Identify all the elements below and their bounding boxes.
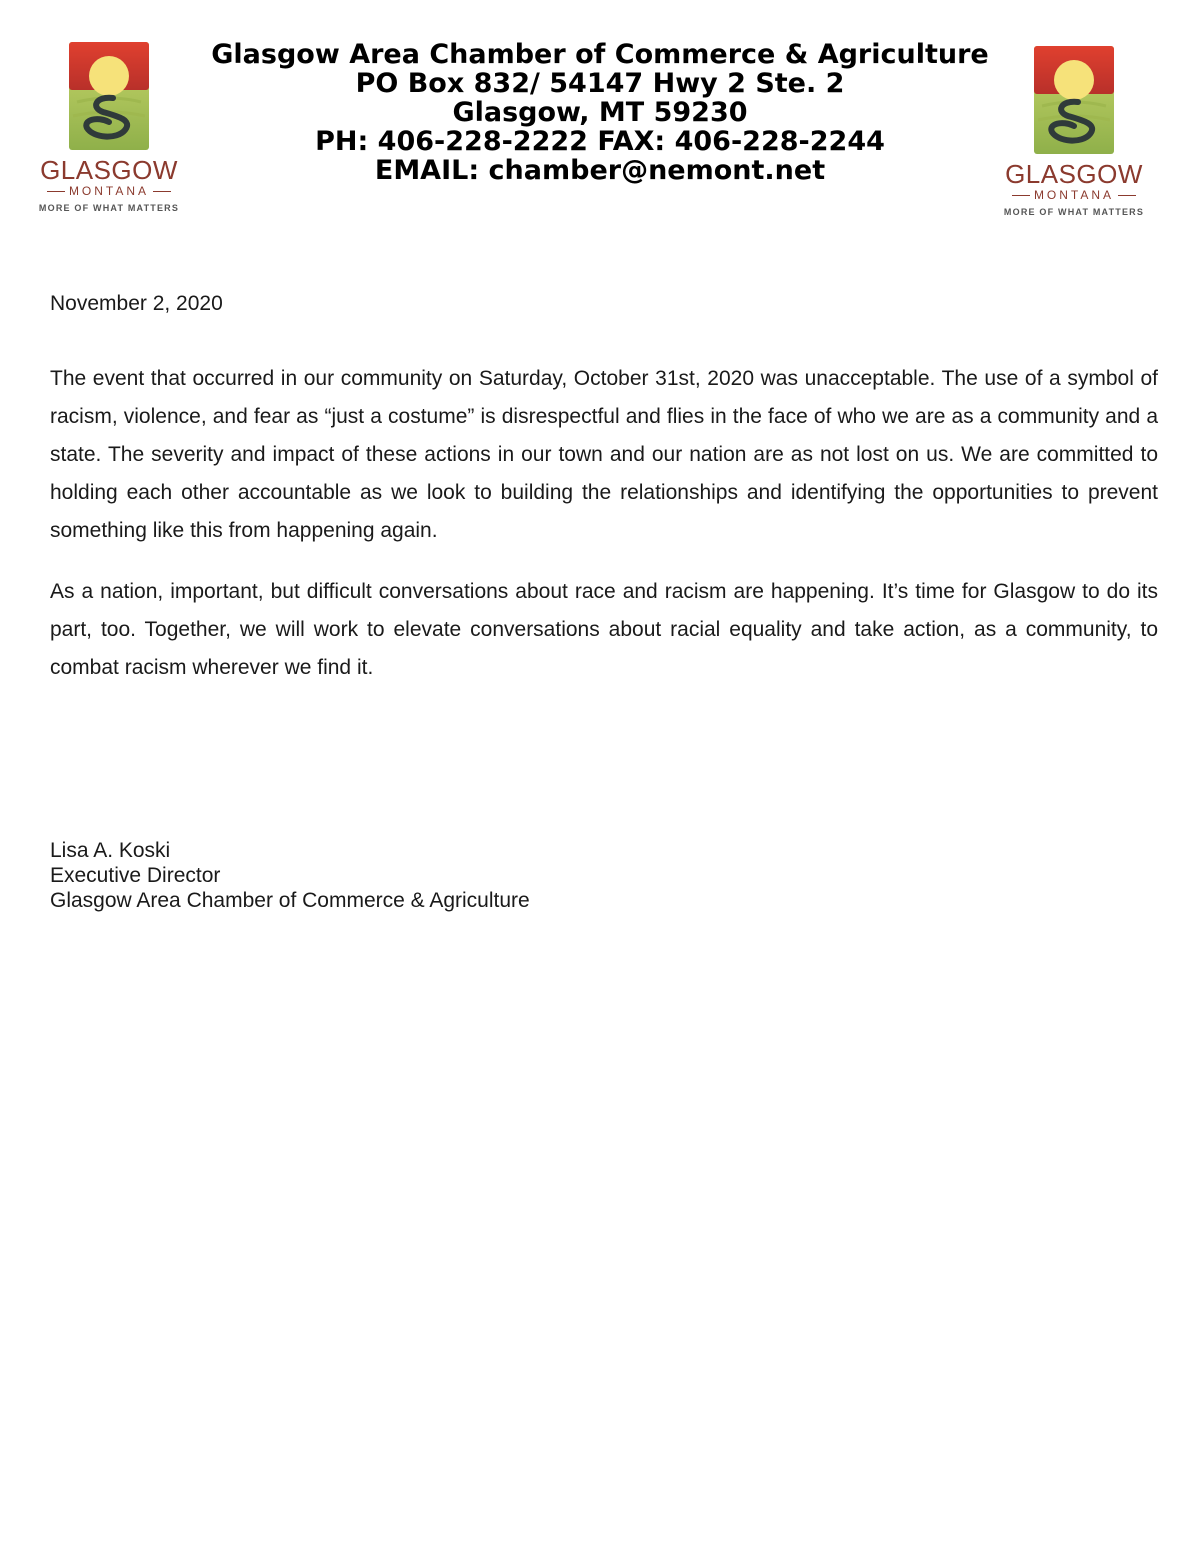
mailing-address: PO Box 832/ 54147 Hwy 2 Ste. 2 bbox=[355, 68, 845, 99]
logo-state: MONTANA bbox=[34, 184, 184, 198]
letter-date: November 2, 2020 bbox=[50, 292, 223, 315]
glasgow-logo-right bbox=[999, 46, 1149, 217]
body-paragraph-1: The event that occurred in our community on Saturday, October 31st, 2020 was unacceptable. The use of a symbol of racism, violence, and fear as “just a costume” is disrespectful and flies in the face of who we are as a community and a state. The severity and impact of these actions in our town and our nation are as not lost on us. We are committed to holding each other accountable as we look to building the relationships and identifying the opportunities to prevent something like this from happening again. bbox=[50, 367, 1158, 542]
email-address: EMAIL: chamber@nemont.net bbox=[374, 155, 826, 186]
signature-block bbox=[50, 838, 530, 913]
letterhead bbox=[190, 40, 1010, 185]
glasgow-logo-left bbox=[34, 42, 184, 213]
signer-organization: Glasgow Area Chamber of Commerce & Agriculture bbox=[50, 889, 530, 912]
logo-name: GLASGOW bbox=[40, 155, 178, 185]
logo-tagline: MORE OF WHAT MATTERS bbox=[38, 203, 180, 213]
body-paragraph-2: As a nation, important, but difficult conversations about race and racism are happening. It’s time for Glasgow to do its part, too. Together, we will work to elevate conversations about racial equality and take action, as a community, to combat racism wherever we find it. bbox=[50, 580, 1158, 679]
logo-state: MONTANA bbox=[999, 188, 1149, 202]
logo-tagline: MORE OF WHAT MATTERS bbox=[1003, 207, 1145, 217]
signer-title: Executive Director bbox=[50, 864, 221, 887]
logo-name: GLASGOW bbox=[1005, 159, 1143, 189]
phone-fax: PH: 406-228-2222 FAX: 406-228-2244 bbox=[315, 126, 885, 157]
glasgow-emblem-icon bbox=[69, 42, 149, 150]
city-state-zip: Glasgow, MT 59230 bbox=[452, 97, 748, 128]
organization-name: Glasgow Area Chamber of Commerce & Agriculture bbox=[211, 39, 989, 70]
signer-name: Lisa A. Koski bbox=[50, 839, 171, 862]
glasgow-emblem-icon bbox=[1034, 46, 1114, 154]
